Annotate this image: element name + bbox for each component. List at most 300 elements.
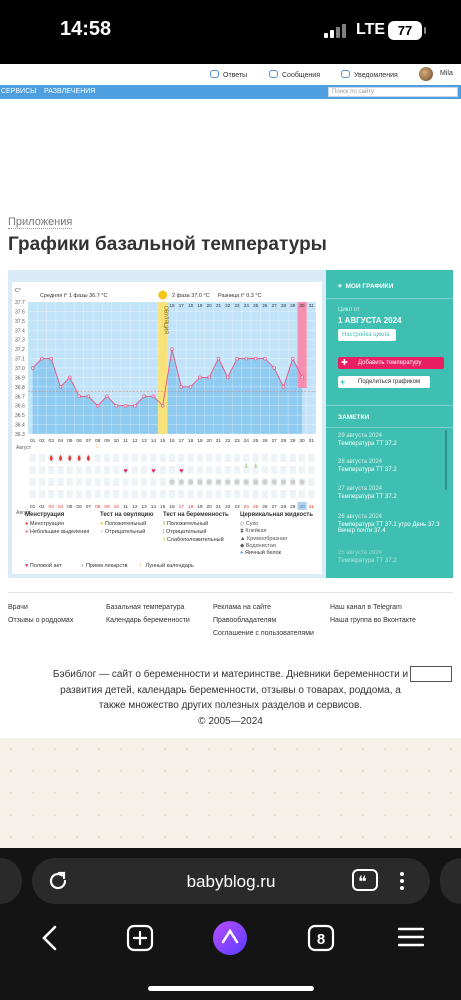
symbol-cell	[206, 466, 212, 474]
menu-entertainment[interactable]: РАЗВЛЕЧЕНИЯ	[44, 88, 96, 95]
footer-link[interactable]: Реклама на сайте	[213, 604, 272, 611]
data-point	[59, 385, 62, 388]
symbol-cell	[150, 478, 156, 486]
cycle-date: 1 АВГУСТА 2024	[338, 316, 402, 325]
symbol-cell	[215, 490, 221, 498]
x-tick-label: 06	[76, 439, 82, 444]
x-tick-label: 04	[57, 439, 64, 444]
symbol-cell	[48, 490, 54, 498]
bottom-day-label: 19	[197, 505, 203, 510]
symbol-cell	[104, 490, 110, 498]
month-label-bottom: Август	[16, 510, 32, 516]
top-nav	[0, 64, 461, 84]
x-tick-label: 17	[178, 439, 184, 444]
symbol-cell	[132, 454, 138, 462]
bottom-day-label: 20	[206, 505, 212, 510]
divider	[8, 592, 453, 593]
data-point	[245, 357, 248, 360]
symbol-cell	[280, 466, 286, 474]
symbol-cell	[225, 466, 231, 474]
clock: 14:58	[60, 18, 112, 40]
symbol-cell	[225, 454, 231, 462]
x-tick-label: 20	[206, 439, 212, 444]
footer-link[interactable]: Правообладателям	[213, 617, 277, 624]
symbol-cell	[290, 466, 296, 474]
cycle-from-label: Цикл от	[338, 307, 360, 313]
data-point	[106, 395, 109, 398]
bottom-day-label: 21	[215, 505, 222, 510]
y-tick-label: 37.5	[15, 318, 25, 325]
home-indicator	[148, 986, 314, 991]
note-item[interactable]: 27 августа 2024 Температура ТТ 37.2	[338, 486, 397, 500]
symbol-cell	[76, 478, 82, 486]
status-bar	[0, 0, 461, 64]
symbol-cell	[160, 490, 166, 498]
tabs-counter-icon[interactable]	[307, 924, 335, 952]
symbol-cell	[308, 478, 314, 486]
symbol-cell	[122, 454, 128, 462]
footer-link[interactable]: Соглашение с пользователями	[213, 630, 314, 637]
symbol-cell	[132, 466, 138, 474]
symbol-cell	[67, 478, 73, 486]
top-day-label: 30	[299, 303, 305, 308]
preg-test-mark: ‖	[254, 464, 257, 470]
bottom-day-label: 29	[290, 505, 296, 510]
more-vertical-icon[interactable]	[397, 869, 407, 893]
note-item[interactable]: 29 августа 2024 Температура ТТ 37.2	[338, 433, 397, 447]
legend-menstr: Менструация ● Менструация ● Небольшие выделения	[25, 512, 90, 535]
symbol-cell	[30, 478, 36, 486]
heart-mark: ♥	[151, 468, 156, 475]
x-tick-label: 29	[290, 439, 296, 444]
footer-link[interactable]: Наша группа во Вконтакте	[330, 617, 416, 624]
x-tick-label: 28	[280, 439, 287, 444]
top-day-label: 27	[271, 303, 277, 308]
symbol-cell	[76, 466, 82, 474]
month-label: Август	[16, 445, 32, 451]
y-tick-label: 37.7	[15, 300, 25, 306]
phase1-label: Средняя t° 1 фазы 36.7 °C	[40, 293, 108, 299]
bottom-day-label: 13	[141, 505, 147, 510]
y-unit-label: С°	[15, 288, 22, 294]
top-day-label: 23	[234, 303, 240, 308]
y-tick-label: 37.2	[15, 347, 25, 354]
symbol-cell	[225, 490, 231, 498]
x-tick-label: 02	[39, 439, 45, 444]
medication-mark	[299, 479, 304, 484]
data-point	[50, 357, 53, 360]
symbol-cell	[271, 466, 277, 474]
nav-notifications[interactable]: Уведомления	[341, 70, 398, 79]
bottom-day-label: 04	[57, 505, 64, 510]
symbol-cell	[197, 490, 203, 498]
bottom-day-label: 27	[271, 505, 277, 510]
sun-icon	[158, 291, 167, 300]
notes-title: ЗАМЕТКИ	[338, 414, 370, 421]
data-point	[254, 357, 257, 360]
symbol-cell	[271, 454, 277, 462]
data-point	[236, 357, 239, 360]
breadcrumb[interactable]: Приложения	[8, 216, 73, 228]
symbol-cell	[85, 478, 91, 486]
medication-mark	[169, 479, 174, 484]
x-tick-label: 23	[234, 439, 240, 444]
symbol-cell	[141, 490, 147, 498]
medication-mark	[262, 479, 267, 484]
my-charts-link[interactable]: ♥ МОИ ГРАФИКИ	[338, 283, 394, 290]
footer-link[interactable]: Отзывы о роддомах	[8, 617, 74, 624]
nav-messages[interactable]: Сообщения	[269, 70, 320, 79]
svg-text:❝: ❝	[358, 872, 367, 891]
symbol-cell	[215, 466, 221, 474]
symbol-cell	[67, 466, 73, 474]
x-tick-label: 12	[132, 439, 138, 444]
page-title: Графики базальной температуры	[8, 234, 327, 255]
x-tick-label: 13	[141, 439, 147, 444]
symbol-cell	[39, 454, 45, 462]
decorative-pattern	[0, 738, 461, 848]
bottom-day-label: 12	[132, 505, 138, 510]
data-point	[68, 376, 71, 379]
data-point	[41, 357, 44, 360]
data-point	[217, 357, 220, 360]
symbol-cell	[215, 454, 221, 462]
bottom-day-label: 28	[280, 505, 287, 510]
y-tick-label: 36.3	[15, 432, 25, 438]
data-point	[273, 367, 276, 370]
share-chart-button[interactable]: Поделиться графиком	[338, 376, 430, 388]
chat-icon	[210, 70, 219, 78]
symbol-cell	[76, 490, 82, 498]
top-day-label: 18	[188, 303, 194, 308]
x-tick-label: 05	[67, 439, 73, 444]
top-day-label: 22	[225, 303, 231, 308]
x-tick-label: 27	[271, 439, 277, 444]
symbol-cell	[252, 490, 258, 498]
symbol-cell	[290, 454, 296, 462]
bottom-day-label: 07	[85, 505, 92, 510]
symbol-cell	[197, 466, 203, 474]
bottom-day-label: 05	[67, 505, 73, 510]
data-point	[31, 367, 34, 370]
footer-link[interactable]: Календарь беременности	[106, 617, 190, 624]
symbol-cell	[104, 466, 110, 474]
symbol-cell	[95, 466, 101, 474]
diff-label: Разница t° 0.3 °C	[218, 293, 262, 299]
x-tick-label: 10	[113, 439, 119, 444]
y-tick-label: 37.4	[15, 328, 25, 335]
x-tick-label: 24	[243, 439, 249, 444]
top-day-label: 29	[290, 303, 296, 308]
x-tick-label: 31	[308, 439, 315, 444]
note-item[interactable]: 28 августа 2024 Температура ТТ 37.2	[338, 459, 397, 473]
medication-mark	[207, 479, 212, 484]
data-point	[180, 385, 183, 388]
symbol-cell	[299, 490, 305, 498]
bottom-day-label: 06	[76, 505, 82, 510]
plus-icon: +	[340, 377, 346, 387]
symbol-cell	[48, 478, 54, 486]
note-item[interactable]: 26 августа 2024 Температура ТТ 37.1 утро День 37.3 Вечер почти 37.4	[338, 514, 440, 534]
symbol-cell	[252, 454, 258, 462]
y-tick-label: 36.7	[15, 394, 25, 401]
x-tick-label: 03	[48, 439, 54, 444]
symbol-cell	[104, 454, 110, 462]
symbol-cell	[57, 490, 63, 498]
x-tick-label: 01	[29, 439, 36, 444]
reload-icon[interactable]	[46, 869, 70, 893]
symbol-cell	[141, 466, 147, 474]
symbol-cell	[150, 454, 156, 462]
symbol-cell	[30, 490, 36, 498]
bottom-day-label: 15	[160, 505, 166, 510]
symbol-cell	[169, 466, 175, 474]
note-item[interactable]: 25 августа 2024 Температура ТТ 37.2	[338, 550, 397, 564]
bottom-day-label: 10	[113, 505, 119, 510]
y-tick-label: 37.6	[15, 309, 25, 316]
symbol-cell	[57, 478, 63, 486]
cycle-settings-button[interactable]: Настройка цикла	[338, 329, 396, 341]
x-tick-label: 15	[160, 439, 166, 444]
symbol-cell	[67, 490, 73, 498]
medication-mark	[188, 479, 193, 484]
signal-icon	[324, 24, 350, 38]
quotes-icon[interactable]	[352, 869, 378, 893]
footer-link[interactable]: Базальная температура	[106, 604, 185, 611]
symbol-cell	[160, 466, 166, 474]
data-point	[208, 376, 211, 379]
symbol-cell	[160, 478, 166, 486]
bottom-day-label: 22	[225, 505, 231, 510]
bottom-day-label: 03	[48, 505, 54, 510]
chart-sidebar	[326, 270, 453, 578]
nav-answers[interactable]: Ответы	[210, 70, 247, 79]
symbol-cell	[308, 490, 314, 498]
data-point	[78, 395, 81, 398]
bottom-day-label: 09	[104, 505, 110, 510]
bottom-day-label: 25	[252, 505, 259, 510]
symbol-cell	[122, 478, 128, 486]
symbol-cell	[141, 478, 147, 486]
legend-preg: Тест на беременность ‖ Положительный | Отрицательный ‖ Слабоположительный	[163, 512, 229, 543]
symbol-cell	[308, 454, 314, 462]
menu-services[interactable]: СЕРВИСЫ	[1, 88, 37, 95]
medication-mark	[272, 479, 277, 484]
alice-assistant-icon[interactable]	[212, 920, 248, 956]
footer-link[interactable]: Врачи	[8, 604, 28, 611]
symbol-cell	[95, 490, 101, 498]
x-tick-label: 18	[187, 439, 194, 444]
symbol-cell	[187, 490, 193, 498]
symbol-cell	[271, 490, 277, 498]
bottom-day-label: 18	[187, 505, 194, 510]
data-point	[264, 357, 267, 360]
symbol-cell	[160, 454, 166, 462]
symbol-cell	[30, 466, 36, 474]
phase2-label: 2 фаза 37.0 °C	[172, 293, 210, 299]
search-input[interactable]: Поиск по сайту	[328, 87, 458, 97]
bottom-day-label: 23	[234, 505, 240, 510]
symbol-cell	[85, 466, 91, 474]
bottom-day-label: 01	[29, 505, 36, 510]
medication-mark	[179, 479, 184, 484]
highlight-column	[297, 302, 306, 388]
medication-mark	[225, 479, 230, 484]
symbol-cell	[169, 454, 175, 462]
network-type: LTE	[356, 21, 386, 38]
back-icon[interactable]	[38, 924, 62, 952]
symbol-cell	[169, 490, 175, 498]
medication-mark	[244, 479, 249, 484]
top-day-label: 28	[280, 303, 286, 308]
data-point	[133, 404, 136, 407]
symbol-cell	[234, 466, 240, 474]
symbol-cell	[104, 478, 110, 486]
data-point	[198, 376, 201, 379]
top-day-label: 17	[178, 303, 184, 308]
symbol-cell	[262, 490, 268, 498]
heart-mark: ♥	[179, 468, 184, 475]
moon-mark: ☾	[94, 444, 101, 450]
data-point	[152, 395, 155, 398]
symbol-cell	[132, 478, 138, 486]
today-marker	[297, 502, 306, 510]
url-text[interactable]: babyblog.ru	[186, 872, 276, 891]
symbol-cell	[206, 454, 212, 462]
symbol-cell	[150, 490, 156, 498]
notes-scrollbar[interactable]	[445, 430, 447, 490]
symbol-cell	[299, 466, 305, 474]
symbol-cell	[262, 454, 268, 462]
top-day-label: 24	[243, 303, 249, 308]
svg-text:8: 8	[316, 931, 326, 948]
legend-bottom: ♥ Половой акт ◐ Прием лекарств ☾ Лунный календарь	[25, 563, 194, 569]
symbol-cell	[113, 478, 119, 486]
bottom-day-label: 16	[169, 505, 175, 510]
y-tick-label: 37.3	[15, 337, 25, 344]
heart-mark: ♥	[123, 468, 128, 475]
x-tick-label: 25	[252, 439, 259, 444]
legend-cerv: Цервикальная жидкость ◇ Сухо ⧗ Клейкая ▲ Кремообразная ◆ Водянистая ● Яичный белок	[240, 512, 314, 556]
symbol-cell	[132, 490, 138, 498]
footer-link[interactable]: Наш канал в Telegram	[330, 604, 402, 611]
y-tick-label: 36.5	[15, 413, 25, 420]
symbol-cell	[178, 490, 184, 498]
x-tick-label: 30	[299, 439, 305, 444]
symbol-cell	[187, 466, 193, 474]
x-tick-label: 21	[215, 439, 222, 444]
symbol-cell	[85, 490, 91, 498]
x-tick-label: 08	[95, 439, 101, 444]
data-point	[96, 404, 99, 407]
symbol-cell	[243, 490, 249, 498]
data-point	[301, 376, 304, 379]
medication-mark	[281, 479, 286, 484]
avatar[interactable]	[419, 67, 433, 81]
bottom-day-label: 24	[243, 505, 249, 510]
top-day-label: 31	[308, 303, 314, 308]
symbol-cell	[48, 466, 54, 474]
data-point	[143, 395, 146, 398]
preg-test-mark: ‖	[245, 464, 248, 470]
data-point	[189, 385, 192, 388]
symbol-cell	[30, 454, 36, 462]
top-day-label: 25	[253, 303, 259, 308]
bottom-day-label: 17	[178, 505, 184, 510]
x-tick-label: 16	[169, 439, 175, 444]
x-tick-label: 19	[197, 439, 203, 444]
symbol-cell	[234, 490, 240, 498]
y-tick-label: 37.1	[15, 356, 25, 363]
top-day-label: 21	[215, 303, 221, 308]
ovulation-label: ОВУЛЯЦИЯ	[162, 306, 169, 334]
symbol-cell	[308, 466, 314, 474]
symbol-cell	[206, 490, 212, 498]
battery-icon: 77	[388, 21, 422, 40]
site-about: Бэбиблог — сайт о беременности и материнстве. Дневники беременности и развития детей, календарь беременности, отзывы о товарах, роддома, а также множество других полезных разделов и сервисов. © 2005—2024	[52, 669, 409, 727]
symbol-cell	[113, 454, 119, 462]
bottom-day-label: 26	[262, 505, 268, 510]
symbol-cell	[113, 490, 119, 498]
bottom-day-label: 14	[150, 505, 157, 510]
data-point	[115, 404, 118, 407]
new-tab-icon[interactable]	[126, 924, 154, 952]
legend-ovtest: Тест на овуляцию ● Положительный ● Отрицательный	[100, 512, 154, 535]
bottom-day-label: 02	[39, 505, 45, 510]
bottom-day-label: 11	[123, 505, 129, 510]
x-tick-label: 09	[104, 439, 110, 444]
symbol-cell	[243, 454, 249, 462]
medication-mark	[253, 479, 258, 484]
data-point	[87, 395, 90, 398]
symbol-cell	[141, 454, 147, 462]
nav-user[interactable]: Mila	[440, 70, 453, 77]
x-tick-label: 07	[85, 439, 92, 444]
y-tick-label: 37.0	[15, 366, 25, 372]
y-tick-label: 36.6	[15, 403, 25, 410]
symbol-cell	[39, 478, 45, 486]
top-day-label: 16	[169, 303, 175, 308]
y-tick-label: 36.9	[15, 375, 25, 382]
symbol-cell	[262, 466, 268, 474]
symbol-cell	[95, 478, 101, 486]
symbol-cell	[197, 454, 203, 462]
bell-icon	[341, 70, 350, 78]
symbol-cell	[280, 490, 286, 498]
x-tick-label: 22	[225, 439, 231, 444]
symbol-cell	[57, 466, 63, 474]
symbol-cell	[39, 466, 45, 474]
symbol-cell	[95, 454, 101, 462]
bottom-day-label: 08	[95, 505, 101, 510]
menu-icon[interactable]	[398, 926, 424, 948]
data-point	[124, 404, 127, 407]
symbol-cell	[280, 454, 286, 462]
top-day-label: 26	[262, 303, 268, 308]
top-day-label: 20	[206, 303, 212, 308]
medication-mark	[216, 479, 221, 484]
mail-icon	[269, 70, 278, 78]
symbol-cell	[178, 454, 184, 462]
symbol-cell	[122, 490, 128, 498]
data-point	[226, 376, 229, 379]
data-point	[171, 348, 174, 351]
heart-icon: ♥	[338, 283, 342, 290]
add-temperature-button[interactable]: Добавить температуру	[338, 357, 444, 369]
symbol-cell	[187, 454, 193, 462]
data-point	[161, 404, 164, 407]
data-point	[291, 357, 294, 360]
